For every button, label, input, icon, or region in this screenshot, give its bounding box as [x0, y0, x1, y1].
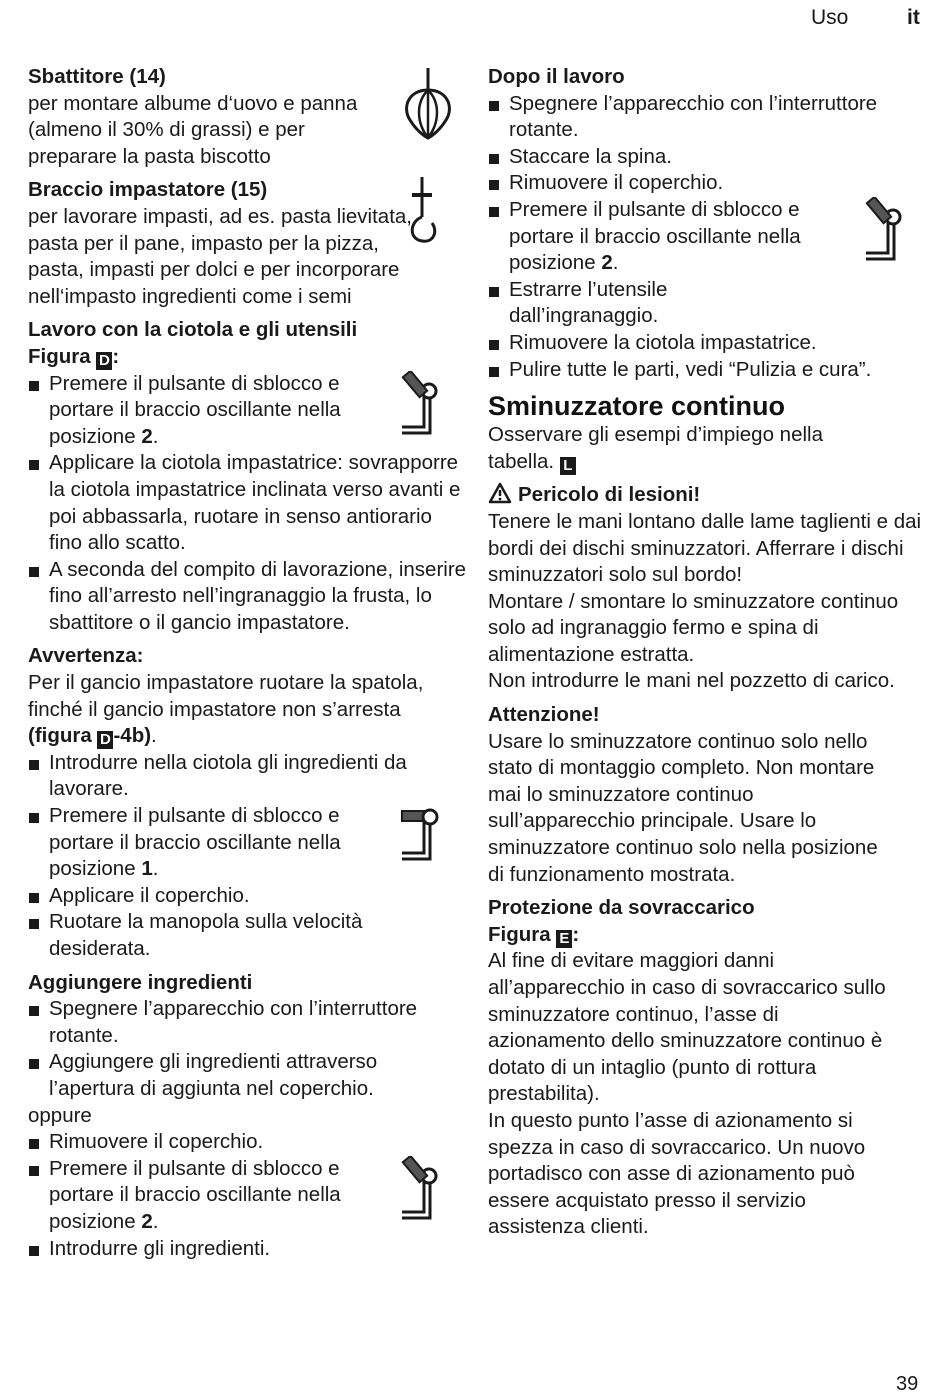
warning-triangle-icon: [488, 482, 512, 504]
list-item: Applicare il coperchio.: [28, 883, 468, 910]
list-item: Applicare la ciotola impastatrice: sovrapporre la ciotola impastatrice inclinata verso avanti e poi abbassarla, ruotare in senso antiorario fino allo scatto.: [28, 450, 468, 556]
notice-body: Per il gancio impastatore ruotare la spatola, finché il gancio impastatore non s’arresta: [28, 671, 424, 721]
item-text: Premere il pulsante di sblocco e portare il braccio oscillante nella posizione: [49, 804, 341, 881]
figure-ref-prefix: (figura: [28, 724, 98, 748]
or-text: oppure: [28, 1103, 92, 1127]
item-text: Premere il pulsante di sblocco e portare il braccio oscillante nella posizione: [509, 197, 801, 275]
list-item: Spegnere l’apparecchio con l’interruttore rotante.: [488, 91, 928, 144]
bowl-section: [28, 317, 468, 636]
list-item: Staccare la spina.: [488, 144, 928, 171]
item-text-end: .: [152, 1209, 159, 1233]
arm-position-1-icon: [400, 807, 444, 861]
danger-text-3: Non introdurre le mani nel pozzetto di carico.: [488, 669, 895, 693]
left-column: [28, 64, 468, 1269]
list-item: A seconda del compito di lavorazione, inserire fino all’arresto nell’ingranaggio la frusta, lo sbattitore o il gancio impastatore.: [28, 557, 468, 637]
attention-title: Attenzione!: [488, 703, 600, 727]
position-number: 1: [141, 857, 153, 881]
list-item: [488, 197, 839, 277]
attention-section: [488, 702, 928, 888]
notice-end: .: [151, 724, 157, 748]
figure-ref-suffix: -4b): [113, 724, 152, 748]
figure-letter-badge: D: [96, 352, 112, 370]
overload-section: [488, 895, 928, 1241]
danger-text-1: Tenere le mani lontano dalle lame taglienti e dai bordi dei dischi sminuzzatori. Afferrare i dischi sminuzzatori solo sul bordo!: [488, 509, 922, 587]
page-header: [0, 6, 950, 32]
danger-section: [488, 482, 928, 695]
figure-letter-badge: D: [97, 731, 113, 749]
intro-text: Osservare gli esempi d’impiego nella tabella.: [488, 423, 823, 473]
kneading-hook-icon: [402, 177, 442, 245]
kneader-title: Braccio impastatore (15): [28, 178, 268, 202]
overload-text-1: Al fine di evitare maggiori danni all’apparecchio in caso di sovraccarico sullo sminuzzatore continuo, l’asse di azionamento dello sminuzzatore continuo è dotato di un intaglio (punto di rottura prestabilita).: [488, 949, 886, 1106]
shredder-section: [488, 390, 928, 475]
after-work-section: [488, 64, 928, 383]
danger-heading: [488, 482, 928, 509]
overload-figure-ref: [488, 922, 928, 949]
beater-section: [28, 64, 468, 170]
section-title: Uso: [811, 6, 849, 29]
add-ingredients-section: [28, 970, 468, 1263]
list-item: [28, 371, 379, 451]
whisk-beater-icon: [398, 68, 458, 140]
position-number: 2: [141, 1209, 153, 1233]
position-number: 2: [601, 251, 613, 275]
bowl-figure-ref: [28, 344, 468, 371]
figure-suffix: :: [112, 344, 120, 368]
shredder-intro: [488, 422, 888, 475]
attention-text: Usare lo sminuzzatore continuo solo nello stato di montaggio completo. Non montare mai lo sminuzzatore continuo sull’apparecchio principale. Usare lo sminuzzatore continuo solo nella posizione di funzionamento mostrata.: [488, 729, 878, 886]
list-item: Introdurre gli ingredienti.: [28, 1236, 468, 1263]
item-text: Premere il pulsante di sblocco e portare il braccio oscillante nella posizione: [49, 1156, 341, 1233]
after-title: Dopo il lavoro: [488, 65, 625, 88]
overload-text-2: In questo punto l’asse di azionamento si spezza in caso di sovraccarico. Un nuovo portadisco con asse di azionamento può essere acquistato presso il servizio assistenza clienti.: [488, 1108, 866, 1239]
arm-position-2-icon: [400, 1156, 444, 1220]
list-item: Pulire tutte le parti, vedi “Pulizia e cura”.: [488, 357, 928, 384]
table-letter-badge: L: [560, 457, 576, 475]
arm-position-2-icon: [400, 371, 444, 435]
list-item: [28, 803, 379, 883]
overload-title: Protezione da sovraccarico: [488, 896, 755, 920]
figure-letter-badge: E: [556, 930, 572, 948]
figure-label: Figura: [488, 922, 551, 946]
notice-text: [28, 670, 468, 750]
danger-text-2: Montare / smontare lo sminuzzatore continuo solo ad ingranaggio fermo e spina di alimentazione estratta.: [488, 589, 899, 666]
bowl-title: Lavoro con la ciotola e gli utensili: [28, 318, 358, 342]
item-text-end: .: [152, 857, 159, 881]
notice-section: [28, 643, 468, 962]
item-text: Premere il pulsante di sblocco e portare il braccio oscillante nella posizione: [49, 371, 341, 448]
beater-title: Sbattitore (14): [28, 65, 166, 88]
list-item: Rimuovere la ciotola impastatrice.: [488, 330, 928, 357]
beater-text: per montare albume d‘uovo e panna (almeno il 30% di grassi) e per preparare la pasta biscotto: [28, 91, 358, 168]
kneader-text-body: per lavorare impasti, ad es. pasta lievitata, pasta per il pane, impasto per la pizza, pasta, impasti per dolci e per incorporare nell‘impasto ingredienti come i semi: [28, 204, 412, 308]
list-item: Estrarre l’utensile dall’ingranaggio.: [488, 277, 689, 330]
item-text-end: .: [152, 424, 159, 448]
position-number: 2: [141, 424, 153, 448]
page-number: 39: [896, 1373, 919, 1395]
figure-label: Figura: [28, 344, 91, 368]
list-item: Rimuovere il coperchio.: [28, 1129, 468, 1156]
kneader-section: [28, 177, 468, 310]
item-text-end: .: [612, 251, 619, 275]
list-item: Introdurre nella ciotola gli ingredienti da lavorare.: [28, 750, 468, 803]
list-item: Ruotare la manopola sulla velocità desiderata.: [28, 909, 468, 962]
language-code: it: [907, 6, 920, 29]
right-column: [488, 64, 928, 1241]
list-item: Aggiungere gli ingredienti attraverso l’apertura di aggiunta nel coperchio.: [28, 1049, 468, 1102]
shredder-title: Sminuzzatore continuo: [488, 391, 785, 422]
list-item: [28, 1156, 379, 1236]
add-title: Aggiungere ingredienti: [28, 970, 253, 994]
figure-suffix: :: [572, 922, 580, 946]
notice-title: Avvertenza:: [28, 644, 144, 668]
list-item: Rimuovere il coperchio.: [488, 170, 928, 197]
list-item: Spegnere l’apparecchio con l’interruttore rotante.: [28, 996, 468, 1049]
arm-position-2-icon: [864, 197, 908, 261]
danger-title: Pericolo di lesioni!: [518, 483, 701, 507]
